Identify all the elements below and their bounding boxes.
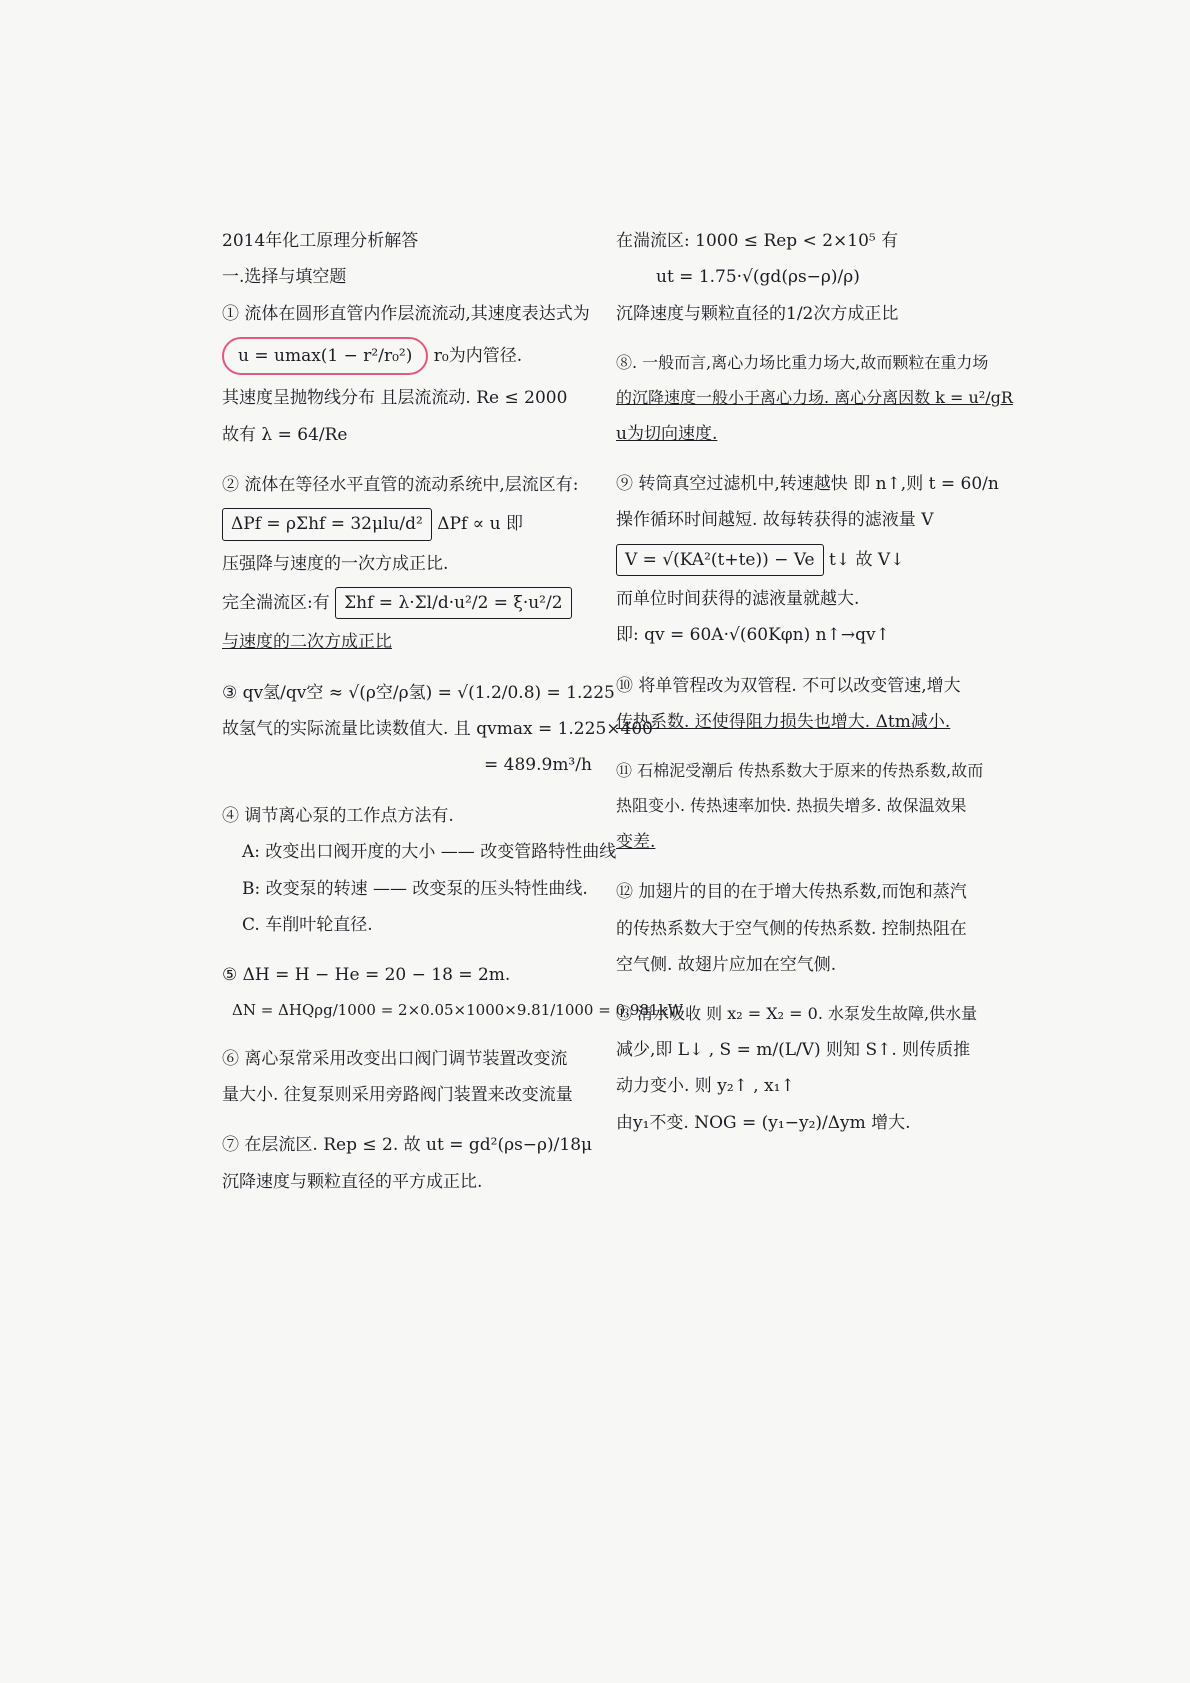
q9-line-1: ⑨ 转筒真空过滤机中,转速越快 即 n↑,则 t = 60/n — [616, 473, 999, 494]
q8-line-1: ⑧. 一般而言,离心力场比重力场大,故而颗粒在重力场 — [616, 353, 989, 373]
q4-line-1: ④ 调节离心泵的工作点方法有. — [222, 805, 454, 826]
q13-line-2: 减少,即 L↓ , S = m/(L/V) 则知 S↑. 则传质推 — [616, 1040, 971, 1061]
q8-line-3: u为切向速度. — [616, 423, 718, 444]
q1-line-1: ① 流体在圆形直管内作层流流动,其速度表达式为 — [222, 303, 590, 324]
q6-line-1: ⑥ 离心泵常采用改变出口阀门调节装置改变流 — [222, 1048, 568, 1069]
formula-note: t↓ 故 V↓ — [829, 549, 905, 570]
q12-line-2: 的传热系数大于空气侧的传热系数. 控制热阻在 — [616, 918, 967, 939]
q3-line-1: ③ qv氢/qv空 ≈ √(ρ空/ρ氢) = √(1.2/0.8) = 1.225 — [222, 682, 615, 703]
q3-line-2: 故氢气的实际流量比读数值大. 且 qvmax = 1.225×400 — [222, 719, 653, 740]
q13-line-3: 动力变小. 则 y₂↑ , x₁↑ — [616, 1076, 795, 1097]
document-title: 2014年化工原理分析解答 — [222, 231, 419, 251]
q9-line-2: 操作循环时间越短. 故每转获得的滤液量 V — [616, 510, 934, 531]
q4-line-2: A: 改变出口阀开度的大小 —— 改变管路特性曲线 — [242, 842, 617, 863]
q13-line-4: 由y₁不变. NOG = (y₁−y₂)/Δym 增大. — [616, 1112, 911, 1133]
velocity-profile-formula: u = umax(1 − r²/r₀²) — [222, 337, 428, 375]
formula-note: r₀为内管径. — [433, 346, 523, 367]
q6-line-2: 量大小. 往复泵则采用旁路阀门装置来改变流量 — [222, 1085, 573, 1106]
q1-formula-line — [222, 337, 614, 375]
q5-line-2: ΔN = ΔHQρg/1000 = 2×0.05×1000×9.81/1000 = 0.981kW — [232, 1000, 684, 1019]
q3-line-3: = 489.9m³/h — [484, 755, 592, 776]
q9-line-5: 即: qv = 60A·√(60Kφn) n↑→qv↑ — [616, 625, 890, 646]
q13-line-1: ⑬ 清水吸收 则 x₂ = X₂ = 0. 水泵发生故障,供水量 — [616, 1004, 978, 1024]
q5-line-1: ⑤ ΔH = H − He = 20 − 18 = 2m. — [222, 965, 511, 986]
q9-formula-line — [616, 544, 1026, 576]
r-line-2: ut = 1.75·√(gd(ρs−ρ)/ρ) — [656, 267, 860, 288]
q1-line-4: 故有 λ = 64/Re — [222, 424, 348, 445]
q9-line-4: 而单位时间获得的滤液量就越大. — [616, 589, 860, 609]
pressure-drop-formula: ΔPf = ρΣhf = 32μlu/d² — [222, 508, 432, 540]
formula-note: ΔPf ∝ u 即 — [437, 514, 523, 535]
r-line-3: 沉降速度与颗粒直径的1/2次方成正比 — [616, 303, 899, 324]
q11-line-1: ⑪ 石棉泥受潮后 传热系数大于原来的传热系数,故而 — [616, 761, 984, 781]
q4-line-4: C. 车削叶轮直径. — [242, 914, 373, 935]
q2-line-4: 完全湍流区:有 Σhf = λ·Σl/d·u²/2 = ξ·u²/2 — [222, 587, 614, 619]
q7-line-1: ⑦ 在层流区. Rep ≤ 2. 故 ut = gd²(ρs−ρ)/18μ — [222, 1135, 593, 1156]
q2-line-1: ② 流体在等径水平直管的流动系统中,层流区有: — [222, 475, 579, 496]
q11-line-3: 变差. — [616, 831, 656, 852]
q12-line-1: ⑫ 加翅片的目的在于增大传热系数,而饱和蒸汽 — [616, 882, 967, 903]
r-line-1: 在湍流区: 1000 ≤ Rep < 2×10⁵ 有 — [616, 231, 899, 251]
q12-line-3: 空气侧. 故翅片应加在空气侧. — [616, 955, 837, 975]
turbulent-loss-formula: Σhf = λ·Σl/d·u²/2 = ξ·u²/2 — [335, 587, 571, 619]
q7-line-2: 沉降速度与颗粒直径的平方成正比. — [222, 1171, 483, 1192]
q1-line-3: 其速度呈抛物线分布 且层流流动. Re ≤ 2000 — [222, 388, 568, 409]
q2-line-5: 与速度的二次方成正比 — [222, 632, 392, 653]
filtrate-volume-formula: V = √(KA²(t+te)) − Ve — [616, 544, 824, 576]
q8-line-2: 的沉降速度一般小于离心力场. 离心分离因数 k = u²/gR — [616, 387, 1013, 407]
q2-line-3: 压强降与速度的一次方成正比. — [222, 553, 449, 574]
q10-line-2: 传热系数. 还使得阻力损失也增大. Δtm减小. — [616, 712, 951, 733]
q2-formula-line — [222, 508, 614, 540]
right-column — [616, 228, 1026, 1146]
q10-line-1: ⑩ 将单管程改为双管程. 不可以改变管速,增大 — [616, 675, 961, 696]
q11-line-2: 热阻变小. 传热速率加快. 热损失增多. 故保温效果 — [616, 796, 967, 816]
section-heading: 一.选择与填空题 — [222, 267, 347, 288]
q4-line-3: B: 改变泵的转速 —— 改变泵的压头特性曲线. — [242, 878, 588, 899]
